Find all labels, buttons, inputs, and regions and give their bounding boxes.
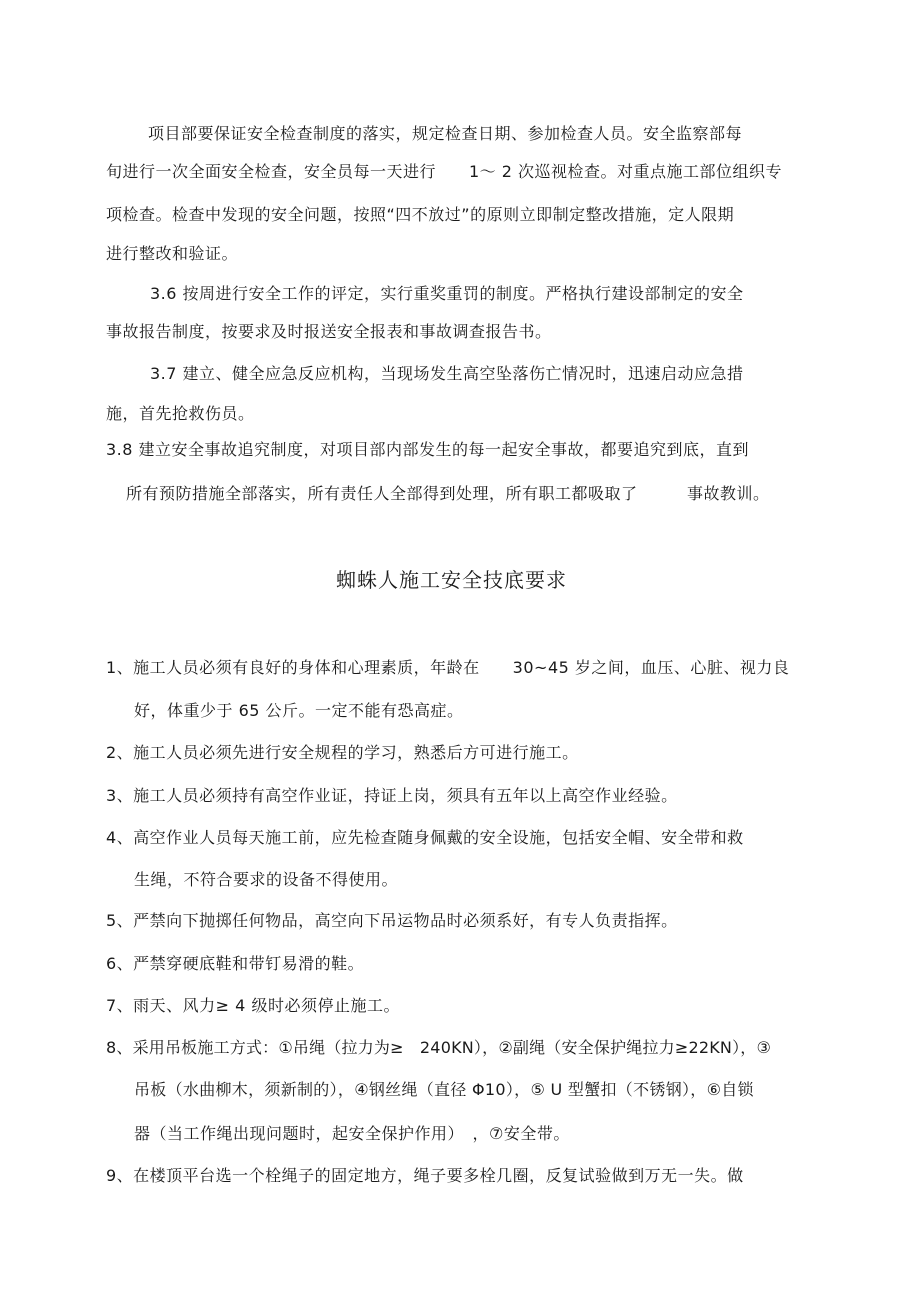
- paragraph-line: 进行整改和验证。: [106, 244, 239, 263]
- requirement-line: 4、高空作业人员每天施工前，应先检查随身佩戴的安全设施，包括安全帽、安全带和救: [106, 828, 744, 847]
- section-title: 蜘蛛人施工安全技底要求: [336, 568, 567, 592]
- clause-3-6-line: 事故报告制度，按要求及时报送安全报表和事故调查报告书。: [106, 322, 552, 341]
- requirement-line: 生绳，不符合要求的设备不得使用。: [134, 870, 399, 889]
- paragraph-line: 项目部要保证安全检查制度的落实，规定检查日期、参加检查人员。安全监察部每: [148, 124, 743, 143]
- requirement-line: 9、在楼顶平台选一个栓绳子的固定地方，绳子要多栓几圈，反复试验做到万无一失。做: [106, 1166, 744, 1185]
- paragraph-line: 项检查。检查中发现的安全问题，按照“四不放过”的原则立即制定整改措施，定人限期: [106, 205, 735, 224]
- requirement-line: 6、严禁穿硬底鞋和带钉易滑的鞋。: [106, 954, 365, 973]
- requirement-line: 器（当工作绳出现问题时，起安全保护作用） ，⑦安全带。: [134, 1124, 570, 1143]
- requirement-line: 5、严禁向下抛掷任何物品，高空向下吊运物品时必须系好，有专人负责指挥。: [106, 911, 678, 930]
- requirement-line: 吊板（水曲柳木，须新制的），④钢丝绳（直径 Φ10），⑤ U 型蟹扣（不锈钢），⑥自锁: [134, 1080, 754, 1099]
- requirement-line: 3、施工人员必须持有高空作业证，持证上岗，须具有五年以上高空作业经验。: [106, 786, 678, 805]
- clause-3-7-line: 施，首先抢救伤员。: [106, 404, 255, 423]
- requirement-line: 好，体重少于 65 公斤。一定不能有恐高症。: [134, 701, 464, 720]
- paragraph-line: 旬进行一次全面安全检查，安全员每一天进行 1～ 2 次巡视检查。对重点施工部位组织专: [106, 162, 783, 181]
- requirement-line: 7、雨天、风力≥ 4 级时必须停止施工。: [106, 996, 400, 1015]
- requirement-line: 1、施工人员必须有良好的身体和心理素质，年龄在 30~45 岁之间，血压、心脏、视力良: [106, 658, 790, 677]
- clause-3-8-line: 3.8 建立安全事故追究制度，对项目部内部发生的每一起安全事故，都要追究到底，直到: [106, 440, 750, 459]
- requirement-line: 8、采用吊板施工方式：①吊绳（拉力为≥ 240KN），②副绳（安全保护绳拉力≥22KN），③: [106, 1038, 772, 1057]
- clause-3-6-line: 3.6 按周进行安全工作的评定，实行重奖重罚的制度。严格执行建设部制定的安全: [150, 284, 744, 303]
- clause-3-7-line: 3.7 建立、健全应急反应机构，当现场发生高空坠落伤亡情况时，迅速启动应急措: [150, 364, 744, 383]
- requirement-line: 2、施工人员必须先进行安全规程的学习，熟悉后方可进行施工。: [106, 743, 579, 762]
- clause-3-8-line: 所有预防措施全部落实，所有责任人全部得到处理，所有职工都吸取了 事故教训。: [126, 484, 770, 503]
